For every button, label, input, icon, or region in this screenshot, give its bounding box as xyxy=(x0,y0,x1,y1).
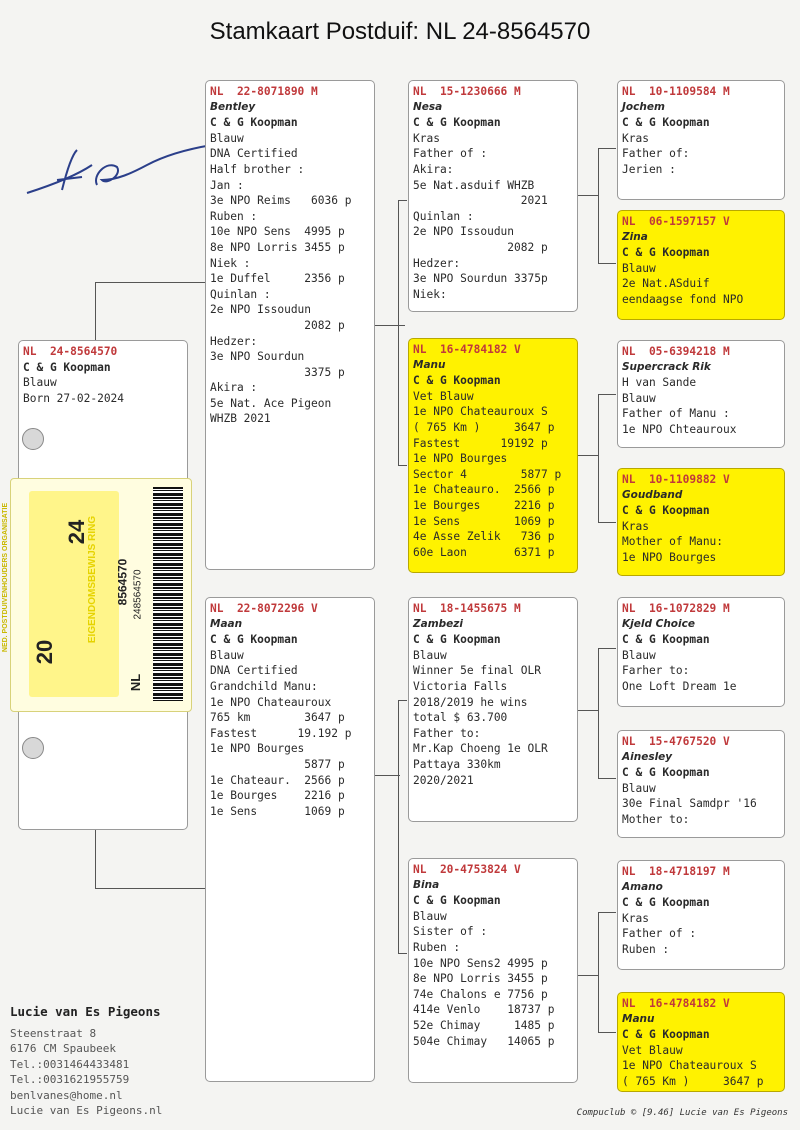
pedigree-line: 1e NPO Bourges xyxy=(210,742,305,756)
pigeon-name: Supercrack Rik xyxy=(622,360,711,373)
pedigree-line: Kras xyxy=(622,519,649,533)
pigeon-name: Maan xyxy=(210,617,243,630)
pedigree-line: 52e Chimay 1485 p xyxy=(413,1018,555,1032)
pedigree-line: Mother of Manu: xyxy=(622,535,724,549)
pedigree-line: Akira : xyxy=(210,381,258,395)
pedigree-line: 8e NPO Lorris 3455 p xyxy=(210,240,345,254)
pedigree-line: WHZB 2021 xyxy=(210,412,271,426)
pedigree-line: 3e NPO Reims 6036 p xyxy=(210,194,352,208)
pedigree-line: eendaagse fond NPO xyxy=(622,292,744,306)
ring-number: NL 18-1455675 M xyxy=(413,602,521,615)
breeder-name: C & G Koopman xyxy=(413,116,501,130)
breeder-name: C & G Koopman xyxy=(622,633,710,647)
pedigree-line: Niek : xyxy=(210,256,251,270)
pedigree-line: 10e NPO Sens 4995 p xyxy=(210,225,345,239)
pedigree-line: 1e NPO Chateauroux S xyxy=(413,405,548,419)
signature-icon xyxy=(22,135,222,215)
pedigree-card xyxy=(408,338,578,573)
pedigree-line: total $ 63.700 xyxy=(413,711,508,725)
pedigree-line: Father of : xyxy=(622,927,697,941)
subject-color: Blauw xyxy=(23,376,57,390)
pedigree-line: 3e NPO Sourdun 3375p xyxy=(413,272,548,286)
pedigree-line: 8e NPO Lorris 3455 p xyxy=(413,972,548,986)
pedigree-line: Jan : xyxy=(210,178,244,192)
pedigree-line: Ruben : xyxy=(622,942,670,956)
pedigree-line: Hedzer: xyxy=(210,334,258,348)
pedigree-line: Mr.Kap Choeng 1e OLR xyxy=(413,742,548,756)
pedigree-card xyxy=(205,597,375,1082)
pedigree-line: Blauw xyxy=(622,648,656,662)
ring-country: NL xyxy=(128,673,144,692)
pedigree-line: Winner 5e final OLR xyxy=(413,664,541,678)
ring-number: NL 05-6394218 M xyxy=(622,345,730,358)
ring-number: 8564570 xyxy=(115,558,130,606)
ring-number: NL 16-4784182 V xyxy=(413,343,521,356)
pigeon-name: Ainesley xyxy=(622,750,673,763)
pedigree-card xyxy=(617,992,785,1092)
pedigree-line: Blauw xyxy=(413,909,447,923)
ring-number: NL 16-1072829 M xyxy=(622,602,730,615)
pedigree-line: Father to: xyxy=(413,726,481,740)
subject-breeder: C & G Koopman xyxy=(23,360,111,374)
pedigree-line: 3375 p xyxy=(210,365,345,379)
pedigree-line: DNA Certified xyxy=(210,147,298,161)
ring-number: NL 15-1230666 M xyxy=(413,85,521,98)
pedigree-line: Mother to: xyxy=(622,812,690,826)
pigeon-name: Manu xyxy=(622,1012,655,1025)
pedigree-line: Jerien : xyxy=(622,162,676,176)
pedigree-line: 504e Chimay 14065 p xyxy=(413,1034,555,1048)
pigeon-name: Manu xyxy=(413,358,446,371)
pedigree-line: Blauw xyxy=(622,781,656,795)
ring-number: NL 18-4718197 M xyxy=(622,865,730,878)
breeder-name: H van Sande xyxy=(622,376,697,390)
pedigree-card xyxy=(408,858,578,1083)
pigeon-name: Bentley xyxy=(210,100,256,113)
pedigree-card xyxy=(617,468,785,576)
pedigree-line: Blauw xyxy=(210,648,244,662)
ring-year-bottom: 20 xyxy=(32,639,58,665)
punch-hole xyxy=(22,737,44,759)
subject-ring: NL 24-8564570 xyxy=(23,345,118,358)
breeder-name: C & G Koopman xyxy=(622,246,710,260)
breeder-name: C & G Koopman xyxy=(413,894,501,908)
pedigree-line: Niek: xyxy=(413,287,447,301)
owner-line: Tel.:0031621955759 xyxy=(10,1073,130,1086)
pedigree-line: Father of Manu : xyxy=(622,407,730,421)
pedigree-line: Half brother : xyxy=(210,162,305,176)
owner-name: Lucie van Es Pigeons xyxy=(10,1004,161,1019)
pedigree-line: Kras xyxy=(413,131,440,145)
pedigree-line: Hedzer: xyxy=(413,256,461,270)
pedigree-line: Father of : xyxy=(413,147,488,161)
pedigree-line: 1e Chateauro. 2566 p xyxy=(413,483,555,497)
pedigree-line: Kras xyxy=(622,911,649,925)
pedigree-line: 2e NPO Issoudun xyxy=(210,303,312,317)
pedigree-line: 5877 p xyxy=(210,757,345,771)
pedigree-line: 414e Venlo 18737 p xyxy=(413,1003,555,1017)
pedigree-line: 2082 p xyxy=(413,240,548,254)
pedigree-line: Grandchild Manu: xyxy=(210,679,318,693)
pedigree-line: Akira: xyxy=(413,162,454,176)
pedigree-line: 1e NPO Bourges xyxy=(622,550,717,564)
pedigree-line: 74e Chalons e 7756 p xyxy=(413,987,548,1001)
pedigree-line: Blauw xyxy=(413,648,447,662)
breeder-name: C & G Koopman xyxy=(622,116,710,130)
pigeon-name: Kjeld Choice xyxy=(622,617,695,630)
pedigree-line: 765 km 3647 p xyxy=(210,711,345,725)
pedigree-card xyxy=(617,340,785,448)
ring-ownership-card xyxy=(2,478,192,712)
pedigree-line: Kras xyxy=(622,131,649,145)
ring-number: NL 20-4753824 V xyxy=(413,863,521,876)
pedigree-line: DNA Certified xyxy=(210,664,298,678)
pedigree-card xyxy=(408,80,578,312)
owner-line: benlvanes@home.nl xyxy=(10,1088,123,1102)
pedigree-line: 1e NPO Chateauroux S xyxy=(622,1059,757,1073)
pedigree-line: Pattaya 330km xyxy=(413,757,501,771)
pigeon-name: Bina xyxy=(413,878,440,891)
ring-number: NL 10-1109584 M xyxy=(622,85,730,98)
owner-line: 6176 CM Spaubeek xyxy=(10,1042,116,1055)
barcode xyxy=(153,487,183,701)
pedigree-line: 5e Nat.asduif WHZB xyxy=(413,178,535,192)
pedigree-card xyxy=(617,80,785,200)
pedigree-line: Blauw xyxy=(622,261,656,275)
pedigree-line: Sister of : xyxy=(413,925,488,939)
breeder-name: C & G Koopman xyxy=(622,896,710,910)
pedigree-line: Quinlan : xyxy=(210,287,271,301)
ring-number: NL 15-4767520 V xyxy=(622,735,730,748)
pedigree-line: Ruben : xyxy=(413,940,461,954)
owner-line: Tel.:0031464433481 xyxy=(10,1057,130,1071)
pigeon-name: Nesa xyxy=(413,100,443,113)
ring-number: NL 22-8072296 V xyxy=(210,602,318,615)
pedigree-line: Father of: xyxy=(622,147,690,161)
barcode-number: 248564570 xyxy=(132,569,144,620)
ring-number: NL 06-1597157 V xyxy=(622,215,730,228)
compuclub-credit: Compuclub © [9.46] Lucie van Es Pigeons xyxy=(576,1108,788,1118)
pedigree-line: ( 765 Km ) 3647 p xyxy=(413,420,555,434)
pedigree-line: 1e NPO Chteauroux xyxy=(622,422,737,436)
ring-year-top: 24 xyxy=(64,519,90,545)
ring-number: NL 10-1109882 V xyxy=(622,473,730,486)
pedigree-line: 30e Final Samdpr '16 xyxy=(622,797,757,811)
owner-footer xyxy=(10,1004,162,1119)
pedigree-line: Fastest 19.192 p xyxy=(210,726,352,740)
breeder-name: C & G Koopman xyxy=(622,1028,710,1042)
page-title: Stamkaart Postduif: NL 24-8564570 xyxy=(209,18,591,45)
pedigree-line: 1e Sens 1069 p xyxy=(413,514,555,528)
pigeon-name: Zambezi xyxy=(413,617,463,630)
breeder-name: C & G Koopman xyxy=(413,633,501,647)
pedigree-line: Vet Blauw xyxy=(413,389,474,403)
pedigree-line: 2020/2021 xyxy=(413,773,474,787)
pedigree-line: 1e Bourges 2216 p xyxy=(413,498,555,512)
ring-side-text: EIGENDOMSBEWIJS RING xyxy=(87,515,99,644)
pedigree-card xyxy=(617,597,785,707)
breeder-name: C & G Koopman xyxy=(622,766,710,780)
pedigree-line: 1e Chateaur. 2566 p xyxy=(210,773,345,787)
pedigree-card xyxy=(617,210,785,320)
pigeon-name: Jochem xyxy=(622,100,665,113)
pedigree-line: One Loft Dream 1e xyxy=(622,679,737,693)
pedigree-line: 4e Asse Zelik 736 p xyxy=(413,530,555,544)
pedigree-line: 2082 p xyxy=(210,318,345,332)
pedigree-line: 1e NPO Chateauroux xyxy=(210,695,332,709)
pedigree-line: 2e Nat.ASduif xyxy=(622,277,710,291)
pedigree-line: Quinlan : xyxy=(413,209,474,223)
pedigree-line: Blauw xyxy=(210,131,244,145)
pedigree-line: 5e Nat. Ace Pigeon xyxy=(210,396,332,410)
pedigree-card xyxy=(205,80,375,570)
pedigree-line: 1e Bourges 2216 p xyxy=(210,789,345,803)
punch-hole xyxy=(22,428,44,450)
pedigree-card xyxy=(408,597,578,822)
pedigree-line: Vet Blauw xyxy=(622,1043,683,1057)
breeder-name: C & G Koopman xyxy=(210,633,298,647)
pigeon-name: Goudband xyxy=(622,488,683,501)
pedigree-line: 60e Laon 6371 p xyxy=(413,545,555,559)
pigeon-name: Zina xyxy=(622,230,648,243)
breeder-name: C & G Koopman xyxy=(622,504,710,518)
pedigree-card xyxy=(617,860,785,970)
owner-line: Lucie van Es Pigeons.nl xyxy=(10,1104,163,1117)
pedigree-card xyxy=(617,730,785,838)
pedigree-line: ( 765 Km ) 3647 p xyxy=(622,1074,764,1088)
pedigree-line: Victoria Falls xyxy=(413,679,508,693)
subject-born: Born 27-02-2024 xyxy=(23,391,125,405)
pedigree-line: 1e NPO Bourges xyxy=(413,452,508,466)
pedigree-line: 1e Sens 1069 p xyxy=(210,804,345,818)
pedigree-line: Fastest 19192 p xyxy=(413,436,548,450)
owner-line: Steenstraat 8 xyxy=(10,1026,97,1040)
ring-number: NL 22-8071890 M xyxy=(210,85,318,98)
pedigree-line: 3e NPO Sourdun xyxy=(210,350,305,364)
breeder-name: C & G Koopman xyxy=(413,374,501,388)
pedigree-line: 2e NPO Issoudun xyxy=(413,225,515,239)
pedigree-line: Farher to: xyxy=(622,664,690,678)
pedigree-line: Blauw xyxy=(622,391,656,405)
ring-number: NL 16-4784182 V xyxy=(622,997,730,1010)
ring-org-text: NED. POSTDUIVENHOUDERS ORGANISATIE xyxy=(2,502,10,653)
pedigree-line: 1e Duffel 2356 p xyxy=(210,272,345,286)
pedigree-line: 2021 xyxy=(413,194,548,208)
pedigree-line: Ruben : xyxy=(210,209,258,223)
pigeon-name: Amano xyxy=(622,880,663,893)
pedigree-line: Sector 4 5877 p xyxy=(413,467,562,481)
pedigree-line: 10e NPO Sens2 4995 p xyxy=(413,956,548,970)
pedigree-line: 2018/2019 he wins xyxy=(413,695,528,709)
breeder-name: C & G Koopman xyxy=(210,116,298,130)
